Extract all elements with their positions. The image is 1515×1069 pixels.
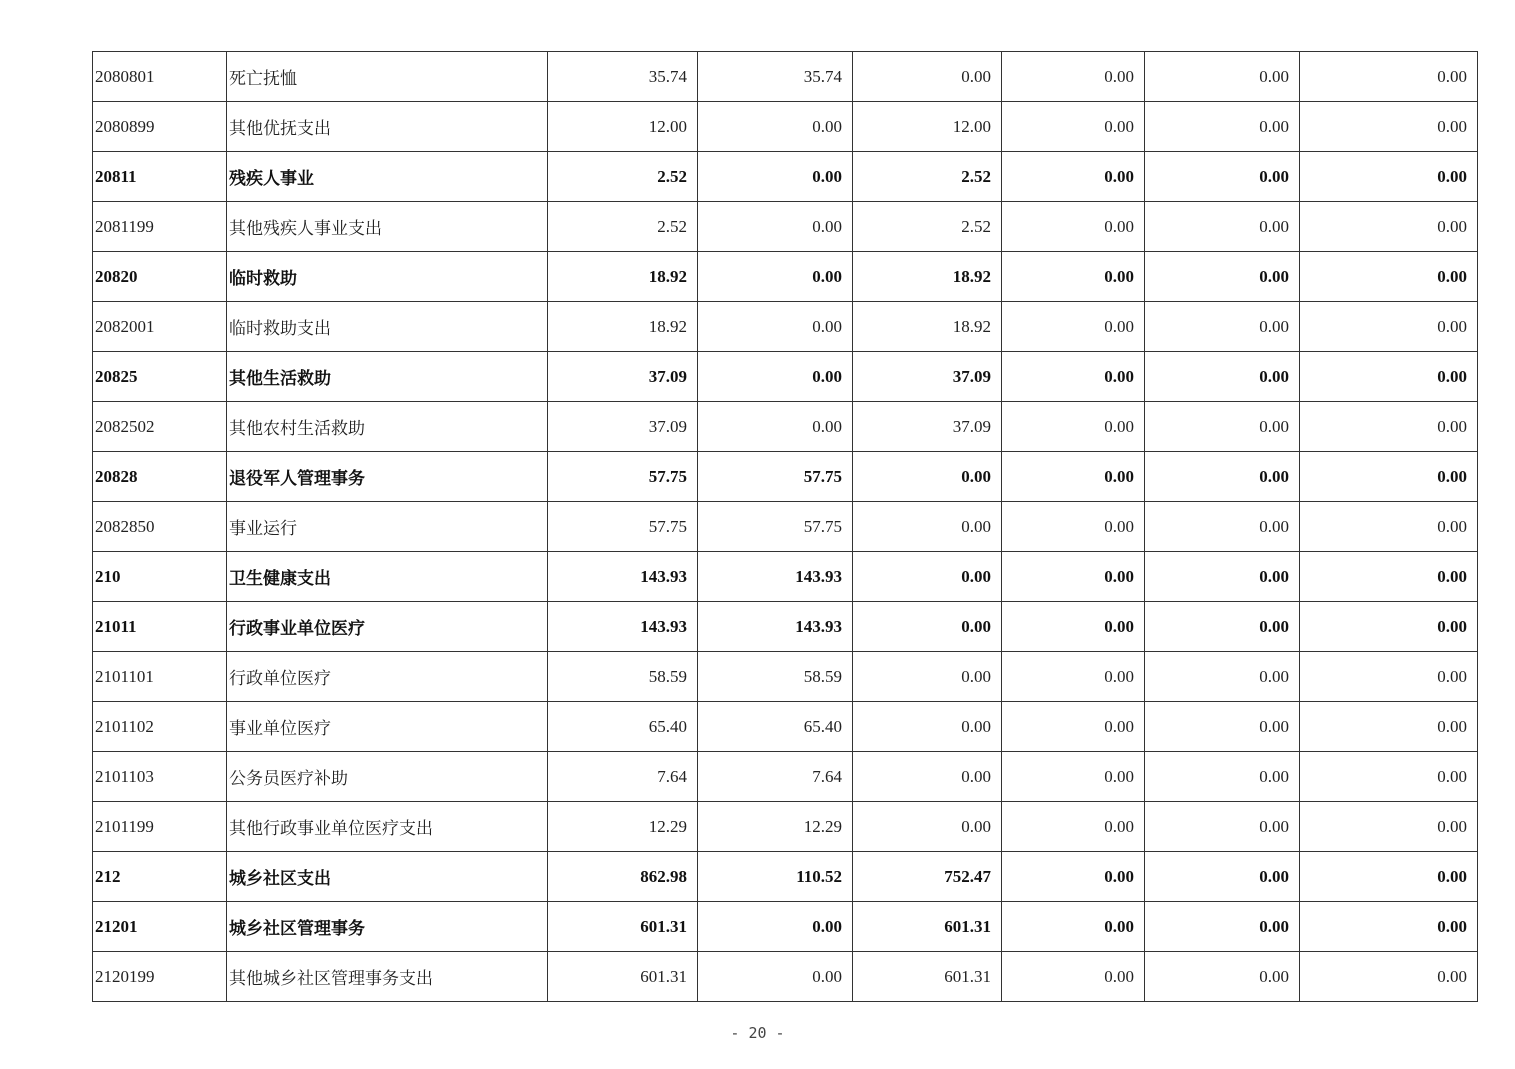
amount-cell: 862.98 (548, 852, 698, 902)
amount-cell: 0.00 (1300, 452, 1478, 502)
amount-cell: 0.00 (1145, 602, 1300, 652)
amount-cell: 0.00 (853, 602, 1002, 652)
subject-name-cell: 事业单位医疗 (227, 702, 548, 752)
subject-name-cell: 临时救助支出 (227, 302, 548, 352)
subject-name-cell: 退役军人管理事务 (227, 452, 548, 502)
amount-cell: 0.00 (1300, 652, 1478, 702)
amount-cell: 0.00 (1300, 852, 1478, 902)
subject-code-cell: 2082001 (93, 302, 227, 352)
amount-cell: 0.00 (1300, 752, 1478, 802)
amount-cell: 0.00 (698, 952, 853, 1002)
table-row (93, 102, 1478, 152)
table-row (93, 502, 1478, 552)
subject-code-cell: 20825 (93, 352, 227, 402)
amount-cell: 0.00 (1145, 302, 1300, 352)
amount-cell: 0.00 (853, 802, 1002, 852)
amount-cell: 0.00 (1300, 252, 1478, 302)
amount-cell: 0.00 (698, 302, 853, 352)
amount-cell: 57.75 (698, 502, 853, 552)
amount-cell: 35.74 (548, 52, 698, 102)
amount-cell: 0.00 (1300, 402, 1478, 452)
subject-name-cell: 事业运行 (227, 502, 548, 552)
subject-name-cell: 临时救助 (227, 252, 548, 302)
amount-cell: 0.00 (1300, 202, 1478, 252)
amount-cell: 752.47 (853, 852, 1002, 902)
table-row (93, 352, 1478, 402)
amount-cell: 143.93 (548, 552, 698, 602)
amount-cell: 0.00 (1145, 352, 1300, 402)
table-row (93, 902, 1478, 952)
amount-cell: 0.00 (1002, 452, 1145, 502)
amount-cell: 58.59 (698, 652, 853, 702)
amount-cell: 0.00 (1002, 702, 1145, 752)
table-row (93, 952, 1478, 1002)
subject-name-cell: 其他生活救助 (227, 352, 548, 402)
amount-cell: 2.52 (548, 202, 698, 252)
table-row (93, 202, 1478, 252)
amount-cell: 0.00 (1002, 402, 1145, 452)
amount-cell: 0.00 (853, 702, 1002, 752)
amount-cell: 0.00 (1145, 452, 1300, 502)
amount-cell: 12.00 (548, 102, 698, 152)
subject-name-cell: 其他行政事业单位医疗支出 (227, 802, 548, 852)
amount-cell: 0.00 (1300, 902, 1478, 952)
amount-cell: 0.00 (1002, 52, 1145, 102)
amount-cell: 0.00 (1002, 302, 1145, 352)
amount-cell: 0.00 (1002, 802, 1145, 852)
amount-cell: 0.00 (853, 52, 1002, 102)
amount-cell: 0.00 (1002, 652, 1145, 702)
amount-cell: 0.00 (1300, 802, 1478, 852)
subject-code-cell: 2081199 (93, 202, 227, 252)
amount-cell: 0.00 (1145, 502, 1300, 552)
amount-cell: 143.93 (698, 552, 853, 602)
table-row (93, 152, 1478, 202)
table-row (93, 552, 1478, 602)
subject-code-cell: 20828 (93, 452, 227, 502)
amount-cell: 0.00 (1002, 602, 1145, 652)
subject-code-cell: 21011 (93, 602, 227, 652)
amount-cell: 0.00 (1300, 152, 1478, 202)
amount-cell: 0.00 (698, 902, 853, 952)
subject-code-cell: 2080899 (93, 102, 227, 152)
amount-cell: 0.00 (1300, 352, 1478, 402)
amount-cell: 0.00 (1002, 502, 1145, 552)
amount-cell: 0.00 (1145, 652, 1300, 702)
subject-name-cell: 其他残疾人事业支出 (227, 202, 548, 252)
table-row (93, 602, 1478, 652)
amount-cell: 2.52 (853, 202, 1002, 252)
subject-name-cell: 残疾人事业 (227, 152, 548, 202)
subject-code-cell: 20820 (93, 252, 227, 302)
amount-cell: 18.92 (853, 252, 1002, 302)
subject-code-cell: 2082850 (93, 502, 227, 552)
amount-cell: 0.00 (1145, 702, 1300, 752)
amount-cell: 0.00 (1300, 702, 1478, 752)
amount-cell: 37.09 (548, 352, 698, 402)
subject-code-cell: 21201 (93, 902, 227, 952)
subject-code-cell: 2101102 (93, 702, 227, 752)
amount-cell: 601.31 (853, 952, 1002, 1002)
amount-cell: 2.52 (853, 152, 1002, 202)
amount-cell: 110.52 (698, 852, 853, 902)
amount-cell: 0.00 (1002, 152, 1145, 202)
amount-cell: 0.00 (1145, 52, 1300, 102)
amount-cell: 0.00 (1002, 102, 1145, 152)
subject-name-cell: 其他优抚支出 (227, 102, 548, 152)
amount-cell: 0.00 (853, 452, 1002, 502)
amount-cell: 0.00 (1145, 102, 1300, 152)
subject-code-cell: 2101101 (93, 652, 227, 702)
subject-name-cell: 其他农村生活救助 (227, 402, 548, 452)
amount-cell: 143.93 (548, 602, 698, 652)
amount-cell: 37.09 (853, 352, 1002, 402)
amount-cell: 601.31 (853, 902, 1002, 952)
amount-cell: 0.00 (698, 252, 853, 302)
table-row (93, 802, 1478, 852)
subject-name-cell: 卫生健康支出 (227, 552, 548, 602)
table-row (93, 302, 1478, 352)
subject-code-cell: 210 (93, 552, 227, 602)
subject-code-cell: 2101103 (93, 752, 227, 802)
amount-cell: 0.00 (853, 752, 1002, 802)
amount-cell: 0.00 (1002, 752, 1145, 802)
amount-cell: 0.00 (1002, 552, 1145, 602)
amount-cell: 0.00 (1145, 152, 1300, 202)
budget-table (92, 51, 1478, 1002)
amount-cell: 0.00 (1145, 802, 1300, 852)
subject-code-cell: 2080801 (93, 52, 227, 102)
amount-cell: 12.29 (548, 802, 698, 852)
amount-cell: 0.00 (853, 552, 1002, 602)
amount-cell: 0.00 (1300, 602, 1478, 652)
subject-code-cell: 20811 (93, 152, 227, 202)
amount-cell: 0.00 (1300, 102, 1478, 152)
amount-cell: 0.00 (1145, 202, 1300, 252)
amount-cell: 18.92 (853, 302, 1002, 352)
amount-cell: 0.00 (1002, 952, 1145, 1002)
table-row (93, 702, 1478, 752)
amount-cell: 0.00 (698, 202, 853, 252)
subject-name-cell: 行政事业单位医疗 (227, 602, 548, 652)
amount-cell: 0.00 (853, 652, 1002, 702)
amount-cell: 7.64 (548, 752, 698, 802)
amount-cell: 0.00 (1300, 552, 1478, 602)
subject-code-cell: 2120199 (93, 952, 227, 1002)
amount-cell: 0.00 (1145, 252, 1300, 302)
amount-cell: 2.52 (548, 152, 698, 202)
amount-cell: 0.00 (1145, 952, 1300, 1002)
table-body (93, 52, 1478, 1002)
amount-cell: 0.00 (1145, 902, 1300, 952)
amount-cell: 65.40 (548, 702, 698, 752)
amount-cell: 0.00 (698, 152, 853, 202)
amount-cell: 12.00 (853, 102, 1002, 152)
amount-cell: 0.00 (698, 402, 853, 452)
amount-cell: 0.00 (1002, 252, 1145, 302)
amount-cell: 0.00 (1002, 852, 1145, 902)
amount-cell: 0.00 (1145, 752, 1300, 802)
subject-name-cell: 城乡社区支出 (227, 852, 548, 902)
amount-cell: 58.59 (548, 652, 698, 702)
amount-cell: 57.75 (548, 502, 698, 552)
amount-cell: 0.00 (1300, 302, 1478, 352)
amount-cell: 18.92 (548, 252, 698, 302)
table-row (93, 452, 1478, 502)
amount-cell: 0.00 (698, 352, 853, 402)
amount-cell: 12.29 (698, 802, 853, 852)
subject-name-cell: 城乡社区管理事务 (227, 902, 548, 952)
amount-cell: 0.00 (1300, 952, 1478, 1002)
amount-cell: 37.09 (853, 402, 1002, 452)
amount-cell: 35.74 (698, 52, 853, 102)
amount-cell: 37.09 (548, 402, 698, 452)
subject-name-cell: 行政单位医疗 (227, 652, 548, 702)
amount-cell: 0.00 (1300, 502, 1478, 552)
subject-name-cell: 公务员医疗补助 (227, 752, 548, 802)
amount-cell: 7.64 (698, 752, 853, 802)
amount-cell: 0.00 (1145, 852, 1300, 902)
amount-cell: 601.31 (548, 902, 698, 952)
amount-cell: 0.00 (1002, 202, 1145, 252)
amount-cell: 0.00 (853, 502, 1002, 552)
subject-code-cell: 2101199 (93, 802, 227, 852)
table-row (93, 52, 1478, 102)
amount-cell: 65.40 (698, 702, 853, 752)
subject-name-cell: 死亡抚恤 (227, 52, 548, 102)
amount-cell: 0.00 (1002, 352, 1145, 402)
table-row (93, 652, 1478, 702)
amount-cell: 18.92 (548, 302, 698, 352)
amount-cell: 0.00 (1145, 552, 1300, 602)
amount-cell: 0.00 (698, 102, 853, 152)
amount-cell: 57.75 (548, 452, 698, 502)
table-row (93, 752, 1478, 802)
table-row (93, 402, 1478, 452)
amount-cell: 601.31 (548, 952, 698, 1002)
amount-cell: 0.00 (1300, 52, 1478, 102)
subject-code-cell: 2082502 (93, 402, 227, 452)
amount-cell: 57.75 (698, 452, 853, 502)
table-row (93, 852, 1478, 902)
amount-cell: 143.93 (698, 602, 853, 652)
amount-cell: 0.00 (1002, 902, 1145, 952)
page-number: - 20 - (730, 1024, 785, 1042)
subject-code-cell: 212 (93, 852, 227, 902)
subject-name-cell: 其他城乡社区管理事务支出 (227, 952, 548, 1002)
amount-cell: 0.00 (1145, 402, 1300, 452)
table-row (93, 252, 1478, 302)
